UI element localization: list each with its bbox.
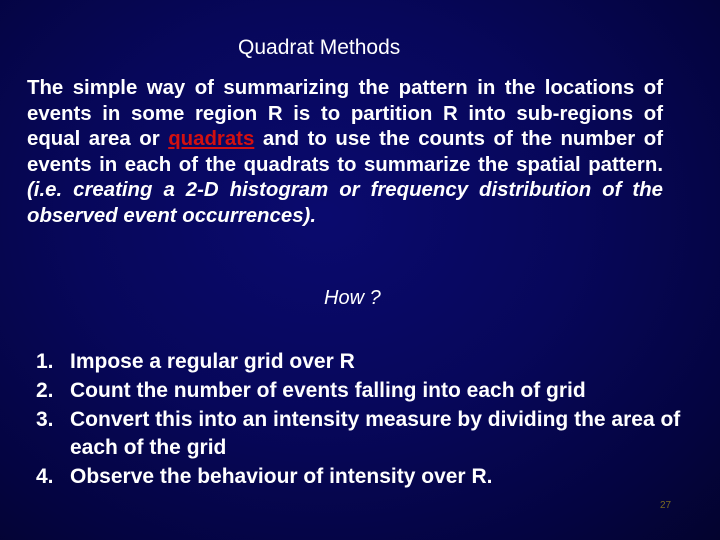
intro-paragraph bbox=[27, 76, 663, 229]
step-item bbox=[36, 406, 686, 462]
slide-title: Quadrat Methods bbox=[238, 36, 401, 59]
step-item bbox=[36, 377, 686, 405]
steps-list bbox=[36, 348, 686, 492]
step-number: 2. bbox=[36, 379, 54, 402]
step-item bbox=[36, 463, 686, 491]
step-number: 3. bbox=[36, 408, 54, 431]
step-number: 1. bbox=[36, 350, 54, 373]
step-text: Count the number of events falling into each of grid bbox=[70, 379, 586, 402]
paragraph-text-after: and to use the counts of the number of events in each of the quadrats to summarize the spatial pattern. bbox=[27, 128, 663, 176]
step-text: Convert this into an intensity measure by dividing the area of each of the grid bbox=[70, 408, 681, 459]
paragraph-italic-note: (i.e. creating a 2-D histogram or frequency distribution of the observed event occurrences). bbox=[27, 179, 663, 227]
page-number: 27 bbox=[660, 500, 672, 511]
step-item bbox=[36, 348, 686, 376]
highlight-term-quadrats: quadrats bbox=[168, 128, 255, 150]
paragraph-text-before: The simple way of summarizing the pattern in the locations of events in some region R is to partition R into sub-regions of equal area or bbox=[27, 77, 663, 150]
step-text: Observe the behaviour of intensity over R. bbox=[70, 465, 493, 488]
step-number: 4. bbox=[36, 465, 54, 488]
step-text: Impose a regular grid over R bbox=[70, 350, 355, 373]
how-heading: How ? bbox=[324, 287, 381, 309]
